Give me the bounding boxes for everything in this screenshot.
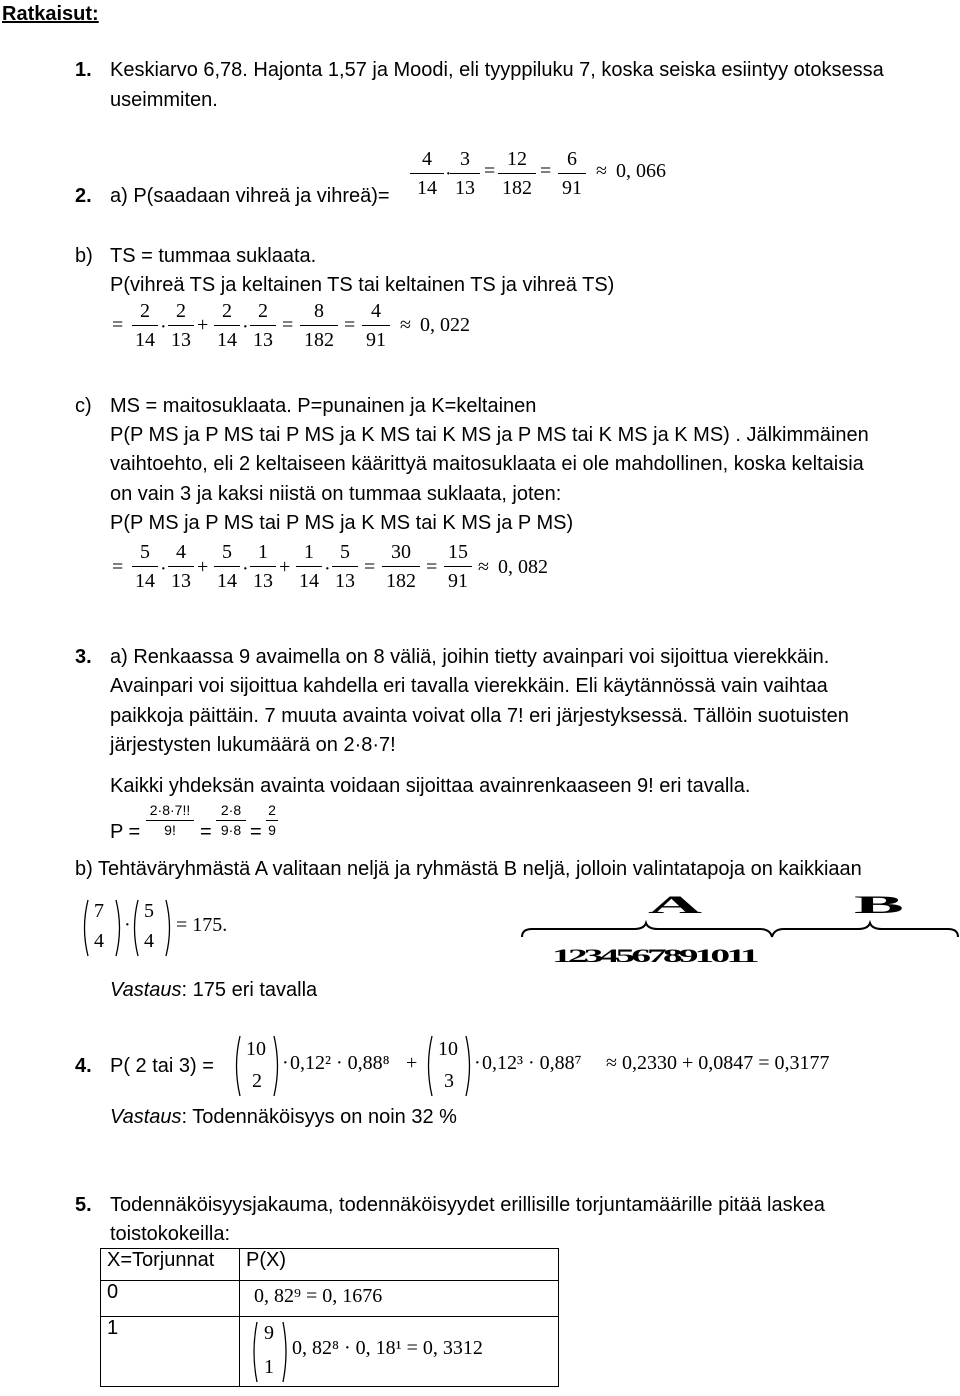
- q2c-frac-7: 30 182: [382, 541, 420, 592]
- q4-term-1: 0,12² · 0,88⁸: [290, 1052, 390, 1074]
- q3a-line3: paikkoja päittäin. 7 muuta avainta voivat olla 7! eri järjestyksessä. Tällöin suotuisten: [110, 705, 849, 727]
- tasks-number-row: [552, 947, 756, 966]
- q2c-line1: MS = maitosuklaata. P=punainen ja K=keltainen: [110, 395, 537, 417]
- task-number: 9: [678, 945, 695, 967]
- task-number: 8: [662, 945, 679, 967]
- q3a-line1: a) Renkaassa 9 avaimella on 8 väliä, joihin tietty avainpari voi sijoittua vierekkäin.: [110, 646, 830, 668]
- approx-sign: ≈: [596, 160, 607, 182]
- q2b-line1: TS = tummaa suklaata.: [110, 245, 317, 267]
- p0-expression: 0, 82⁹ = 0, 1676: [254, 1285, 383, 1307]
- q3b-line1: b) Tehtäväryhmästä A valitaan neljä ja ryhmästä B neljä, jolloin valintatapoja on kaikkiaan: [75, 858, 862, 880]
- q1-number: 1.: [75, 59, 92, 81]
- q2b-frac-4: 2 13: [250, 300, 276, 351]
- q2b-frac-1: 2 14: [132, 300, 158, 351]
- q3-number: 3.: [75, 646, 92, 668]
- page-heading: Ratkaisut:: [2, 3, 99, 25]
- equals-sign: =: [200, 821, 212, 843]
- q3b-binom-2: 5 4: [130, 898, 174, 958]
- q2c-line5: P(P MS ja P MS tai P MS ja K MS tai K MS ja P MS): [110, 512, 574, 534]
- q2b-frac-6: 4 91: [362, 300, 390, 351]
- q4-result: ≈ 0,2330 + 0,0847 = 0,3177: [606, 1052, 830, 1074]
- q5-number: 5.: [75, 1194, 92, 1216]
- plus-sign: +: [197, 314, 209, 336]
- dot-operator: ·: [124, 914, 131, 936]
- table-cell-px: [240, 1281, 559, 1317]
- q2c-frac-4: 1 13: [250, 541, 276, 592]
- q3-p-frac-1: 2·8·7!! 9!: [146, 803, 194, 838]
- table-cell-x: 0: [101, 1281, 240, 1317]
- q5-line2: toistokokeilla:: [110, 1223, 231, 1245]
- equals-sign: =: [112, 556, 124, 578]
- answer-label: Vastaus: [110, 1106, 182, 1128]
- q3a-line4: järjestysten lukumäärä on 2·8·7!: [110, 734, 396, 756]
- q2c-frac-2: 4 13: [168, 541, 194, 592]
- q2a-result: 0, 066: [616, 160, 666, 182]
- approx-sign: ≈: [478, 556, 489, 578]
- task-number: 6: [631, 945, 648, 967]
- q3-answer: [110, 976, 317, 1005]
- q2c-frac-1: 5 14: [132, 541, 158, 592]
- q2c-line2: P(P MS ja P MS tai P MS ja K MS tai K MS ja P MS tai K MS ja K MS) . Jälkimmäinen: [110, 424, 869, 446]
- answer-label: Vastaus: [110, 979, 182, 1001]
- dot-operator: ·: [242, 558, 249, 580]
- equals-sign: =: [344, 314, 356, 336]
- q2a-frac-2: 3 13: [450, 148, 480, 199]
- task-number: 10: [694, 945, 727, 967]
- distribution-table: [100, 1248, 559, 1387]
- dot-operator: ·: [242, 316, 249, 338]
- q3a-line2: Avainpari voi sijoittua kahdella eri tavalla vierekkäin. Eli käytännössä vain vaihtaa: [110, 675, 828, 697]
- plus-sign: +: [197, 556, 209, 578]
- q2c-frac-8: 15 91: [444, 541, 472, 592]
- q3b-result: = 175.: [176, 914, 228, 936]
- q4-label: P( 2 tai 3) =: [110, 1055, 214, 1077]
- q2b-result: 0, 022: [420, 314, 470, 336]
- q3-p-label: P =: [110, 821, 141, 843]
- q2c-frac-5: 1 14: [296, 541, 322, 592]
- equals-sign: =: [484, 160, 496, 182]
- dot-operator: ·: [474, 1052, 481, 1074]
- dot-operator: ·: [445, 163, 452, 185]
- dot-operator: ·: [160, 316, 167, 338]
- group-a-label: A: [648, 891, 703, 919]
- answer-text: : 175 eri tavalla: [181, 979, 318, 1001]
- group-b-label: B: [854, 891, 904, 919]
- q2b-frac-3: 2 14: [214, 300, 240, 351]
- table-row: [101, 1317, 559, 1387]
- equals-sign: =: [426, 556, 438, 578]
- equals-sign: =: [540, 160, 552, 182]
- q3-p-frac-3: 2 9: [266, 803, 278, 838]
- task-number: 2: [567, 945, 584, 967]
- task-number: 7: [647, 945, 663, 967]
- q2b-frac-2: 2 13: [168, 300, 194, 351]
- approx-sign: ≈: [400, 314, 411, 336]
- q2c-line4: on vain 3 ja kaksi niistä on tummaa suklaata, joten:: [110, 483, 562, 505]
- q4-binom-1: 10 2: [232, 1034, 282, 1098]
- plus-sign: +: [406, 1052, 418, 1074]
- dot-operator: ·: [160, 558, 167, 580]
- task-number: 5: [615, 945, 632, 967]
- q3-p-frac-2: 2·8 9·8: [216, 803, 246, 838]
- p1-expression: 0, 82⁸ · 0, 18¹ = 0, 3312: [292, 1337, 483, 1359]
- q2b-line2: P(vihreä TS ja keltainen TS tai keltainen TS ja vihreä TS): [110, 274, 615, 296]
- equals-sign: =: [250, 821, 262, 843]
- task-number: 3: [583, 945, 600, 967]
- equals-sign: =: [282, 314, 294, 336]
- q4-number: 4.: [75, 1055, 92, 1077]
- p1-binomial: 9 1: [250, 1320, 290, 1384]
- q5-line1: Todennäköisyysjakauma, todennäköisyydet erillisille torjuntamäärille pitää laskea: [110, 1194, 825, 1216]
- dot-operator: ·: [324, 558, 331, 580]
- task-number: 11: [726, 945, 756, 967]
- q2c-label: c): [75, 395, 92, 417]
- q2a-frac-4: 6 91: [558, 148, 586, 199]
- q1-line1: Keskiarvo 6,78. Hajonta 1,57 ja Moodi, eli tyyppiluku 7, koska seiska esiintyy otoksessa: [110, 59, 884, 81]
- task-number: 4: [599, 945, 616, 967]
- equals-sign: =: [112, 314, 124, 336]
- q2c-frac-6: 5 13: [332, 541, 358, 592]
- q4-term-2: 0,12³ · 0,88⁷: [482, 1052, 582, 1074]
- q4-binom-2: 10 3: [424, 1034, 474, 1098]
- table-cell-x: 1: [101, 1317, 240, 1387]
- q2a-label: a) P(saadaan vihreä ja vihreä)=: [110, 185, 390, 207]
- q2-number: 2.: [75, 185, 92, 207]
- task-number: 1: [552, 945, 568, 967]
- q2c-frac-3: 5 14: [214, 541, 240, 592]
- q2b-frac-5: 8 182: [300, 300, 338, 351]
- q2b-label: b): [75, 245, 93, 267]
- q4-answer: [110, 1103, 457, 1132]
- q3b-binom-1: 7 4: [80, 898, 124, 958]
- q2a-frac-1: 4 14: [410, 148, 444, 199]
- q2c-result: 0, 082: [498, 556, 548, 578]
- q2c-line3: vaihtoehto, eli 2 keltaiseen käärittyä maitosuklaata ei ole mahdollinen, koska keltaisia: [110, 453, 864, 475]
- plus-sign: +: [279, 556, 291, 578]
- table-row: [101, 1281, 559, 1317]
- answer-text: : Todennäköisyys on noin 32 %: [181, 1106, 457, 1128]
- q3a-line5: Kaikki yhdeksän avainta voidaan sijoittaa avainrenkaaseen 9! eri tavalla.: [110, 775, 751, 797]
- q2a-frac-3: 12 182: [498, 148, 536, 199]
- table-header-px: P(X): [240, 1249, 559, 1281]
- table-header-x: X=Torjunnat: [101, 1249, 240, 1281]
- dot-operator: ·: [282, 1052, 289, 1074]
- ab-group-diagram: [518, 891, 960, 975]
- equals-sign: =: [364, 556, 376, 578]
- q1-line2: useimmiten.: [110, 89, 218, 111]
- table-cell-px: [240, 1317, 559, 1387]
